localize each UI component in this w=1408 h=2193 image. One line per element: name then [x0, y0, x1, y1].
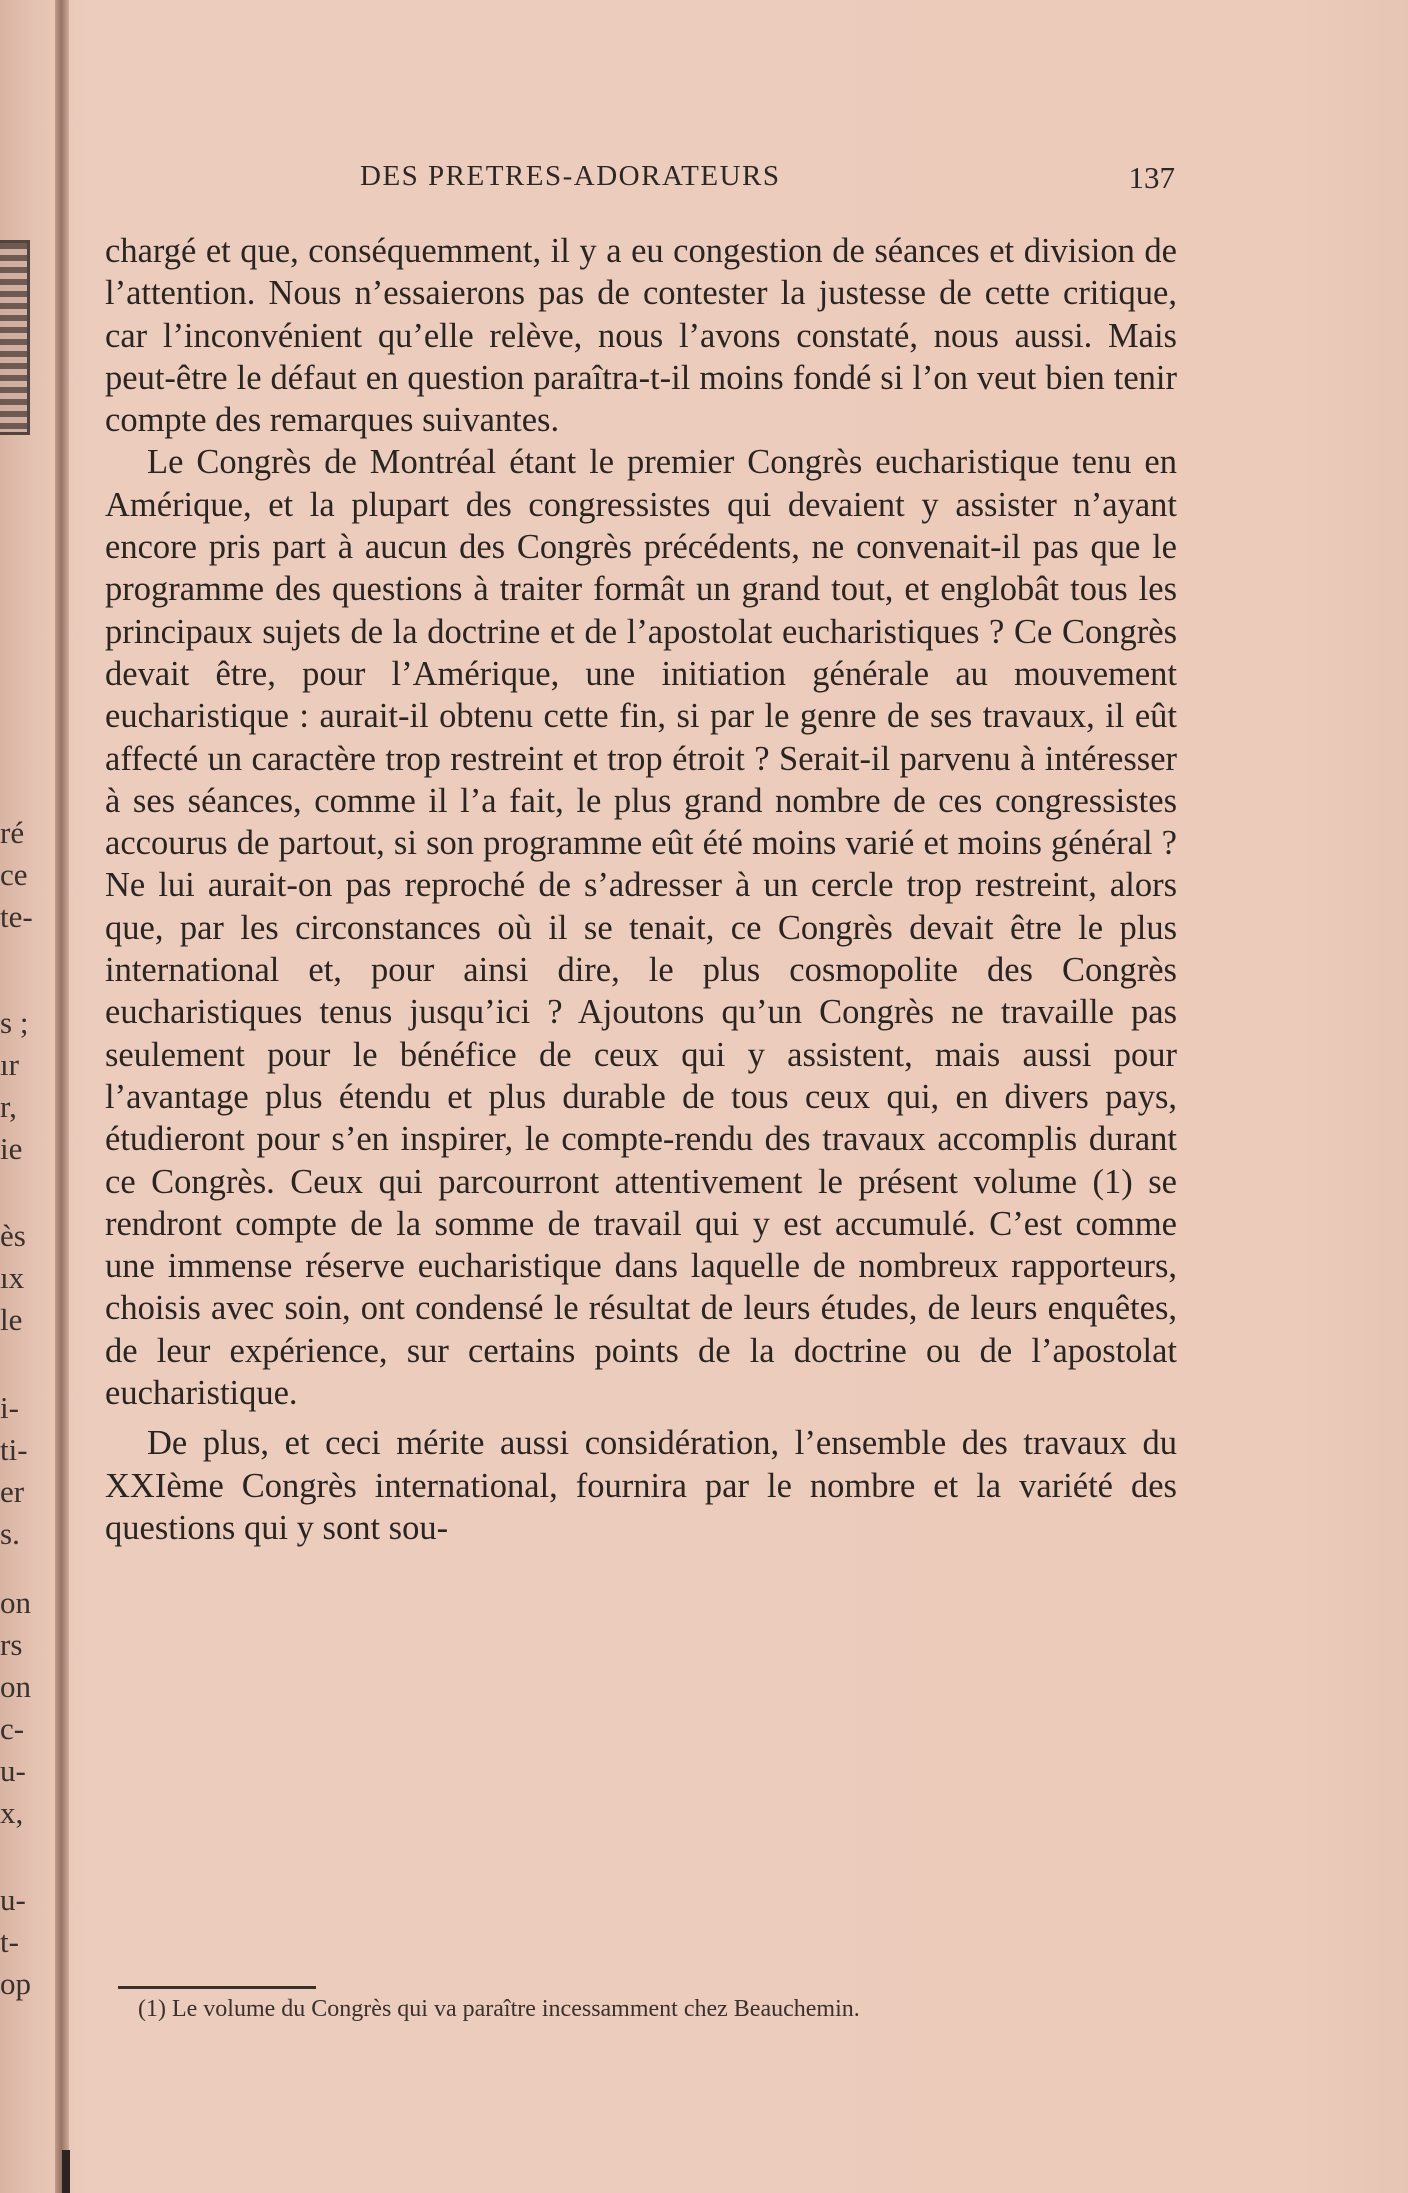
left-fragment: op — [0, 1966, 31, 2001]
footnote: (1) Le volume du Congrès qui va paraître incessamment chez Beauchemin. — [138, 1996, 860, 2022]
left-fragment: ès — [0, 1218, 26, 1253]
left-fragment: ıx — [0, 1260, 25, 1295]
left-fragment: ie — [0, 1131, 23, 1166]
left-fragment: s. — [0, 1516, 20, 1551]
left-fragment: er — [0, 1474, 25, 1509]
binding-edge — [62, 2150, 70, 2193]
left-fragment: on — [0, 1585, 31, 1620]
body-text — [105, 230, 1177, 1549]
left-fragment: u- — [0, 1753, 26, 1788]
left-fragment: x, — [0, 1795, 24, 1830]
left-fragment: t- — [0, 1924, 19, 1959]
footnote-rule — [118, 1986, 316, 1989]
left-fragment: r, — [0, 1089, 17, 1124]
running-head: DES PRETRES-ADORATEURS — [360, 160, 781, 192]
left-fragment: ce — [0, 857, 28, 892]
left-fragment: le — [0, 1302, 23, 1337]
left-fragment: ré — [0, 815, 25, 850]
paragraph: De plus, et ceci mérite aussi considération, l’ensemble des travaux du XXIème Congrès international, fournira par le nombre et la variété des questions qui y sont sou- — [105, 1424, 1177, 1547]
binding-gutter — [55, 0, 69, 2193]
left-page-ornament — [0, 240, 30, 435]
paragraph: chargé et que, conséquemment, il y a eu congestion de séances et division de l’attention. Nous n’essaierons pas de contester la justesse de cette critique, car l’inconvénient qu’elle relève, nous l’avons constaté, nous aussi. Mais peut-être le défaut en question paraîtra-t-il moins fondé si l’on veut bien tenir compte des remarques suivantes. — [105, 232, 1177, 440]
page-number: 137 — [1128, 160, 1175, 195]
left-fragment: te- — [0, 899, 33, 934]
left-fragment: c- — [0, 1711, 25, 1746]
page-header — [105, 160, 1175, 200]
left-fragment: i- — [0, 1390, 19, 1425]
left-fragment: ır — [0, 1047, 19, 1082]
left-fragment: u- — [0, 1882, 26, 1917]
left-fragment: ti- — [0, 1432, 28, 1467]
paragraph: Le Congrès de Montréal étant le premier Congrès eucharistique tenu en Amérique, et la plupart des congressistes qui devaient y assister n’ayant encore pris part à aucun des Congrès précédents, ne convenait-il pas que le programme des questions à traiter formât un grand tout, et englobât tous les principaux sujets de la doctrine et de l’apostolat eucharistiques ? Ce Congrès devait être, pour l’Amérique, une initiation générale au mouvement eucharistique : aurait-il obtenu cette fin, si par le genre de ses travaux, il eût affecté un caractère trop restreint et trop étroit ? Serait-il parvenu à intéresser à ses séances, comme il l’a fait, le plus grand nombre de ces congressistes accourus de partout, si son programme eût été moins varié et moins général ? Ne lui aurait-on pas reproché de s’adresser à un cercle trop restreint, alors que, par les circonstances où il se tenait, ce Congrès devait être le plus international et, pour ainsi dire, le plus cosmopolite des Congrès eucharistiques tenus jusqu’ici ? Ajoutons qu’un Congrès ne travaille pas seulement pour le bénéfice de ceux qui y assistent, mais aussi pour l’avantage plus étendu et plus durable de tous ceux qui, en divers pays, étudieront pour s’en inspirer, le compte-rendu des travaux accomplis durant ce Congrès. Ceux qui parcourront attentivement le présent volume (1) se rendront compte de la somme de travail qui y est accumulé. C’est comme une immense réserve eucharistique dans laquelle de nombreux rapporteurs, choisis avec soin, ont condensé le résultat de leurs études, de leurs enquêtes, de leur expérience, sur certains points de la doctrine ou de l’apostolat eucharistique. — [105, 443, 1177, 1413]
left-fragment: on — [0, 1669, 31, 1704]
left-fragment: s ; — [0, 1005, 29, 1040]
left-fragment: rs — [0, 1627, 23, 1662]
